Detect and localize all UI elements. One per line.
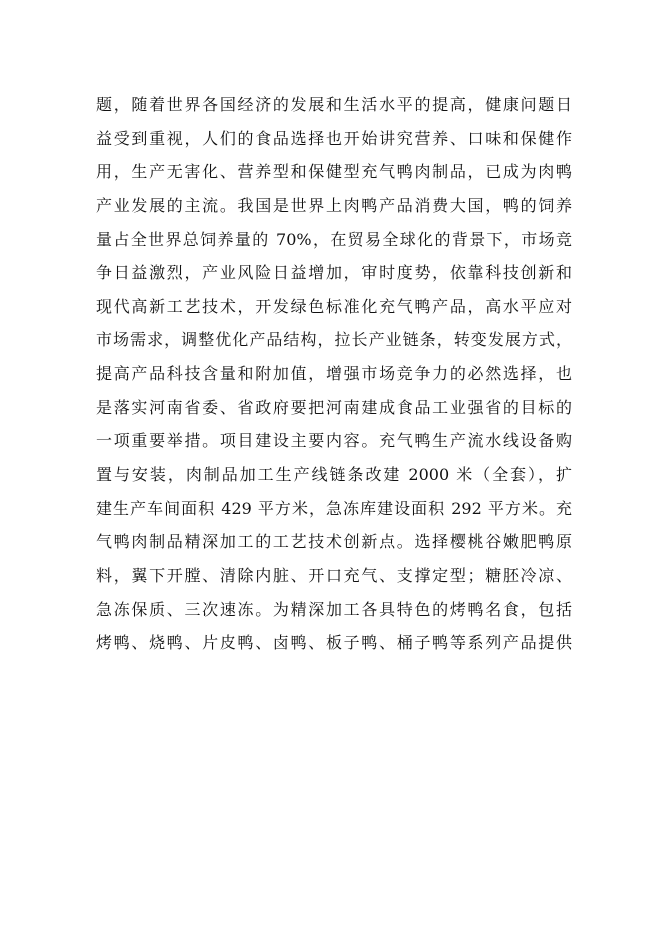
text-line-16: 急冻保质、三次速冻。为精深加工各具特色的烤鸭名食，包括 — [96, 599, 572, 619]
text-line-2: 益受到重视，人们的食品选择也开始讲究营养、口味和保健作 — [96, 128, 572, 148]
text-line-13: 建生产车间面积 429 平方米，急冻库建设面积 292 平方米。充 — [96, 498, 572, 518]
text-line-8: 市场需求，调整优化产品结构，拉长产业链条，转变发展方式， — [96, 330, 572, 350]
text-line-11: 一项重要举措。项目建设主要内容。充气鸭生产流水线设备购 — [96, 431, 572, 451]
text-line-1: 题，随着世界各国经济的发展和生活水平的提高，健康问题日 — [96, 95, 572, 114]
text-line-17: 烤鸭、烧鸭、片皮鸭、卤鸭、板子鸭、桶子鸭等系列产品提供 — [96, 633, 572, 653]
body-paragraph — [96, 88, 572, 660]
text-line-7: 现代高新工艺技术，开发绿色标准化充气鸭产品，高水平应对 — [96, 296, 572, 316]
text-line-10: 是落实河南省委、省政府要把河南建成食品工业强省的目标的 — [96, 397, 572, 417]
text-line-15: 料，翼下开膛、清除内脏、开口充气、支撑定型；糖胚冷凉、 — [96, 565, 572, 585]
text-line-6: 争日益激烈，产业风险日益增加，审时度势，依靠科技创新和 — [96, 263, 572, 283]
text-line-5: 量占全世界总饲养量的 70%，在贸易全球化的背景下，市场竞 — [96, 229, 572, 249]
text-line-14: 气鸭肉制品精深加工的工艺技术创新点。选择樱桃谷嫩肥鸭原 — [96, 532, 572, 552]
text-line-9: 提高产品科技含量和附加值，增强市场竞争力的必然选择，也 — [96, 364, 572, 384]
text-line-12: 置与安装，肉制品加工生产线链条改建 2000 米（全套），扩 — [96, 465, 572, 485]
text-line-4: 产业发展的主流。我国是世界上肉鸭产品消费大国，鸭的饲养 — [96, 195, 572, 215]
text-line-3: 用，生产无害化、营养型和保健型充气鸭肉制品，已成为肉鸭 — [96, 162, 572, 182]
